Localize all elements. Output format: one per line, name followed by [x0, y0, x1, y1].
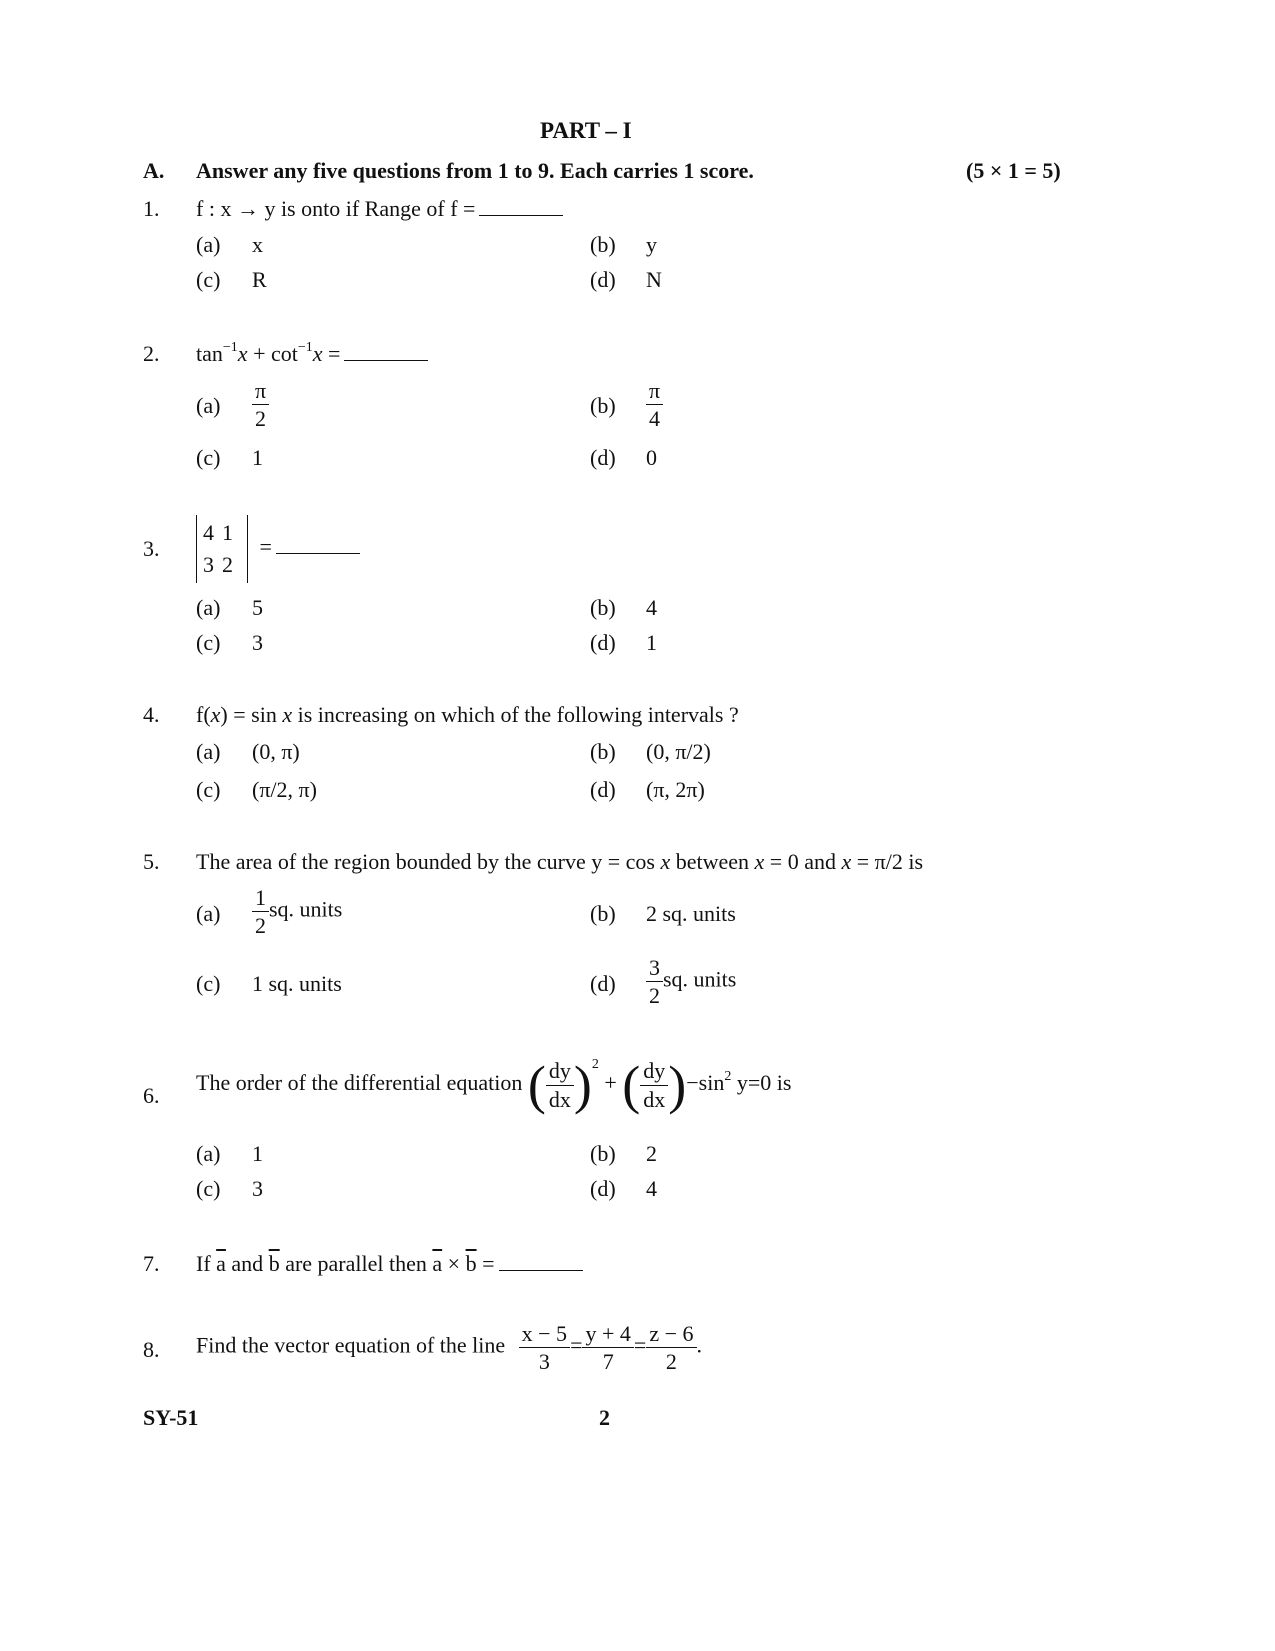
- section-letter: A.: [143, 158, 165, 183]
- q6-option-c-label: (c): [196, 1176, 221, 1201]
- q5-option-d: $\frac{3}{2}$ sq. units: [646, 956, 736, 1007]
- q5-number: 5.: [143, 849, 160, 874]
- q2-option-c: 1: [252, 445, 263, 470]
- q1-option-a-label: (a): [196, 232, 221, 257]
- q5-option-b: 2 sq. units: [646, 901, 736, 926]
- q2-option-a-label: (a): [196, 393, 221, 418]
- q6-option-a: 1: [252, 1141, 263, 1166]
- q4-option-d-label: (d): [590, 777, 616, 802]
- q4-option-b-label: (b): [590, 739, 616, 764]
- q5-option-b-label: (b): [590, 901, 616, 926]
- q6-option-a-label: (a): [196, 1141, 221, 1166]
- q3-option-a: 5: [252, 595, 263, 620]
- q7-stem: If $\overline{a}$ and $\overline{b}$ are parallel then $\overline{a} \times \overline{b}$ =: [196, 1251, 583, 1277]
- q1-option-b-label: (b): [590, 232, 616, 257]
- q3-option-d: 1: [646, 630, 657, 655]
- q4-stem: f(x) = sin x is increasing on which of the following intervals ?: [196, 702, 739, 727]
- q4-option-c: (π/2, π): [252, 777, 317, 802]
- q3-option-c-label: (c): [196, 630, 221, 655]
- q3-option-d-label: (d): [590, 630, 616, 655]
- q2-number: 2.: [143, 341, 160, 366]
- q3-determinant: 4 1 3 2: [196, 515, 248, 583]
- q3-stem: 4 1 3 2 =: [196, 515, 360, 583]
- q2-option-a-fraction: $\frac{\pi}{2}$: [252, 379, 269, 430]
- q4-option-c-label: (c): [196, 777, 221, 802]
- paper-code: SY-51: [143, 1405, 199, 1430]
- q6-option-b-label: (b): [590, 1141, 616, 1166]
- q4-option-a-label: (a): [196, 739, 221, 764]
- q6-option-d: 4: [646, 1176, 657, 1201]
- q1-option-b: y: [646, 232, 657, 257]
- q3-option-b-label: (b): [590, 595, 616, 620]
- q1-option-c-label: (c): [196, 267, 221, 292]
- q4-number: 4.: [143, 702, 160, 727]
- q3-number: 3.: [143, 536, 160, 561]
- q6-number: 6.: [143, 1083, 160, 1108]
- q1-number: 1.: [143, 196, 160, 221]
- q6-option-d-label: (d): [590, 1176, 616, 1201]
- q2-option-d-label: (d): [590, 445, 616, 470]
- q3-option-b: 4: [646, 595, 657, 620]
- section-instruction: Answer any five questions from 1 to 9. Each carries 1 score.: [196, 158, 754, 183]
- q8-number: 8.: [143, 1337, 160, 1362]
- q2-stem: $\tan^{-1}x + \cot^{-1}x$ =: [196, 341, 428, 367]
- q5-option-c-label: (c): [196, 971, 221, 996]
- q7-number: 7.: [143, 1251, 160, 1276]
- q4-option-a: (0, π): [252, 739, 300, 764]
- q3-option-c: 3: [252, 630, 263, 655]
- q2-option-b-label: (b): [590, 393, 616, 418]
- q1-option-a: x: [252, 232, 263, 257]
- q6-option-b: 2: [646, 1141, 657, 1166]
- part-heading: PART – I: [540, 118, 632, 143]
- q2-option-c-label: (c): [196, 445, 221, 470]
- q1-stem: f : x → y is onto if Range of f =: [196, 196, 563, 222]
- q2-option-b-fraction: $\frac{\pi}{4}$: [646, 379, 663, 430]
- q1-option-d: N: [646, 267, 662, 292]
- section-marks: (5 × 1 = 5): [966, 158, 1061, 183]
- q6-stem: The order of the differential equation ( $\frac{dy}{dx}$ )$^2$ + ( $\frac{dy}{dx}$ )$-\sin^2$ y=0 is: [196, 1055, 792, 1115]
- q6-option-c: 3: [252, 1176, 263, 1201]
- q8-stem: Find the vector equation of the line $\frac{x - 5}{3}$ = $\frac{y + 4}{7}$ = $\frac{z - 6}{2}$ .: [196, 1321, 702, 1375]
- q3-option-a-label: (a): [196, 595, 221, 620]
- q5-option-d-label: (d): [590, 971, 616, 996]
- q5-option-c: 1 sq. units: [252, 971, 342, 996]
- q5-stem: The area of the region bounded by the curve y = cos x between x = 0 and x = π/2 is: [196, 849, 924, 874]
- q1-option-d-label: (d): [590, 267, 616, 292]
- q5-option-a: $\frac{1}{2}$ sq. units: [252, 886, 342, 937]
- q2-option-d: 0: [646, 445, 657, 470]
- q5-option-a-label: (a): [196, 901, 221, 926]
- page-number: 2: [599, 1405, 610, 1430]
- q4-option-d: (π, 2π): [646, 777, 705, 802]
- q1-option-c: R: [252, 267, 267, 292]
- q4-option-b: (0, π/2): [646, 739, 711, 764]
